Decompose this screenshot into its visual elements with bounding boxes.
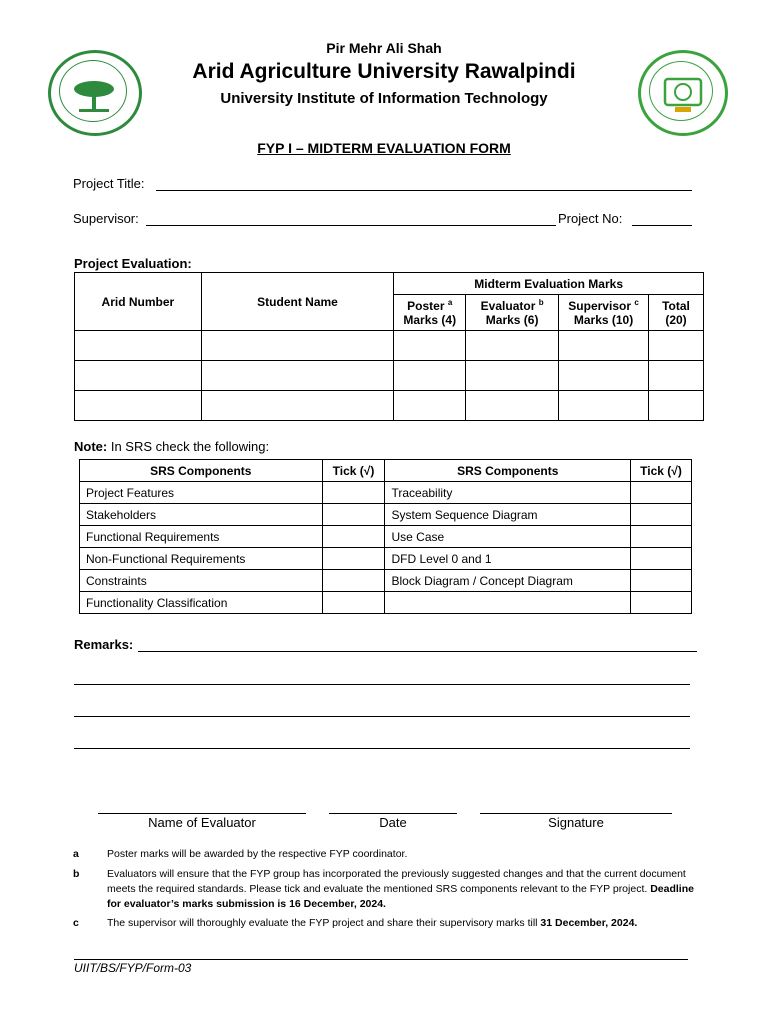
header-institute-name: University Institute of Information Technology (220, 90, 548, 107)
student-name-cell[interactable] (201, 391, 394, 421)
tick-cell[interactable] (631, 482, 692, 504)
tick-cell[interactable] (322, 482, 385, 504)
table-row (75, 361, 704, 391)
arid-number-header: Arid Number (75, 273, 202, 331)
tick-cell[interactable] (631, 526, 692, 548)
footnote-a-text: Poster marks will be awarded by the respective FYP coordinator. (107, 848, 408, 860)
project-title-field[interactable] (156, 190, 692, 191)
signature-label: Signature (548, 815, 604, 830)
student-name-cell[interactable] (201, 331, 394, 361)
evaluation-table (74, 272, 704, 421)
date-label: Date (379, 815, 407, 830)
supervisor-marks-cell[interactable] (559, 391, 649, 421)
evaluator-marks-header: Evaluator $^b$ Marks (6) (466, 295, 559, 331)
table-row (80, 548, 692, 570)
srs-component-label: Project Features (80, 482, 323, 504)
tick-header: Tick (√) (631, 460, 692, 482)
supervisor-marks-header: Supervisor $^c$ Marks (10) (559, 295, 649, 331)
remarks-field[interactable] (138, 651, 697, 652)
srs-component-label: Constraints (80, 570, 323, 592)
total-marks-cell[interactable] (649, 361, 704, 391)
tick-cell[interactable] (631, 570, 692, 592)
student-name-header: Student Name (201, 273, 394, 331)
tick-cell[interactable] (631, 592, 692, 614)
tick-cell[interactable] (322, 504, 385, 526)
evaluator-marks-cell[interactable] (466, 331, 559, 361)
srs-component-label: Use Case (385, 526, 631, 548)
srs-component-label: Stakeholders (80, 504, 323, 526)
note-text: Note: In SRS check the following: (74, 439, 270, 454)
total-marks-header: Total (20) (649, 295, 704, 331)
table-row (80, 570, 692, 592)
poster-marks-cell[interactable] (394, 391, 466, 421)
footnote-c-marker: c (73, 917, 79, 929)
remarks-line[interactable] (74, 716, 690, 717)
table-row (75, 331, 704, 361)
table-row (80, 526, 692, 548)
remarks-line[interactable] (74, 748, 690, 749)
header-university-name: Arid Agriculture University Rawalpindi (192, 60, 576, 83)
table-row (80, 482, 692, 504)
tick-header: Tick (√) (322, 460, 385, 482)
supervisor-field[interactable] (146, 225, 556, 226)
project-evaluation-heading: Project Evaluation: (74, 256, 192, 271)
footer-divider (74, 959, 688, 960)
tick-cell[interactable] (322, 570, 385, 592)
poster-marks-header: Poster $^a$ Marks (4) (394, 295, 466, 331)
evaluator-name-label: Name of Evaluator (148, 815, 256, 830)
srs-component-label (385, 592, 631, 614)
footnote-a-marker: a (73, 848, 79, 860)
srs-component-label: DFD Level 0 and 1 (385, 548, 631, 570)
tick-cell[interactable] (322, 526, 385, 548)
remarks-line[interactable] (74, 684, 690, 685)
srs-component-label: Traceability (385, 482, 631, 504)
srs-component-label: System Sequence Diagram (385, 504, 631, 526)
table-row (80, 504, 692, 526)
poster-marks-cell[interactable] (394, 331, 466, 361)
poster-marks-cell[interactable] (394, 361, 466, 391)
remarks-label: Remarks: (74, 637, 134, 652)
srs-table (79, 459, 692, 614)
header-line1: Pir Mehr Ali Shah (326, 40, 442, 56)
srs-component-label: Block Diagram / Concept Diagram (385, 570, 631, 592)
arid-number-cell[interactable] (75, 391, 202, 421)
project-no-label: Project No: (558, 211, 623, 226)
midterm-marks-header: Midterm Evaluation Marks (394, 273, 704, 295)
total-marks-cell[interactable] (649, 391, 704, 421)
tick-cell[interactable] (322, 592, 385, 614)
student-name-cell[interactable] (201, 361, 394, 391)
signature-line[interactable] (480, 813, 672, 814)
srs-component-label: Functional Requirements (80, 526, 323, 548)
footnote-b-marker: b (73, 868, 80, 880)
evaluator-name-line[interactable] (98, 813, 306, 814)
form-code: UIIT/BS/FYP/Form-03 (74, 961, 192, 975)
srs-components-header: SRS Components (385, 460, 631, 482)
footnote-b-text: Evaluators will ensure that the FYP group has incorporated the previously suggested changes and that the current document meets the required standards. Please tick and evaluate the mentioned SRS components relevant to the FYP project. Deadline for evaluator’s marks submission is 16 December, 2024. (107, 868, 694, 910)
form-title: FYP I – MIDTERM EVALUATION FORM (257, 140, 511, 156)
total-marks-cell[interactable] (649, 331, 704, 361)
table-row (80, 592, 692, 614)
tick-cell[interactable] (631, 548, 692, 570)
project-title-label: Project Title: (73, 176, 145, 191)
arid-number-cell[interactable] (75, 331, 202, 361)
srs-component-label: Functionality Classification (80, 592, 323, 614)
tick-cell[interactable] (631, 504, 692, 526)
supervisor-marks-cell[interactable] (559, 331, 649, 361)
supervisor-marks-cell[interactable] (559, 361, 649, 391)
srs-components-header: SRS Components (80, 460, 323, 482)
srs-component-label: Non-Functional Requirements (80, 548, 323, 570)
arid-number-cell[interactable] (75, 361, 202, 391)
date-line[interactable] (329, 813, 457, 814)
evaluator-marks-cell[interactable] (466, 391, 559, 421)
evaluator-marks-cell[interactable] (466, 361, 559, 391)
table-row (75, 391, 704, 421)
supervisor-label: Supervisor: (73, 211, 139, 226)
project-no-field[interactable] (632, 225, 692, 226)
tick-cell[interactable] (322, 548, 385, 570)
footnote-c-text: The supervisor will thoroughly evaluate the FYP project and share their supervisory marks till 31 December, 2024. (107, 917, 638, 929)
